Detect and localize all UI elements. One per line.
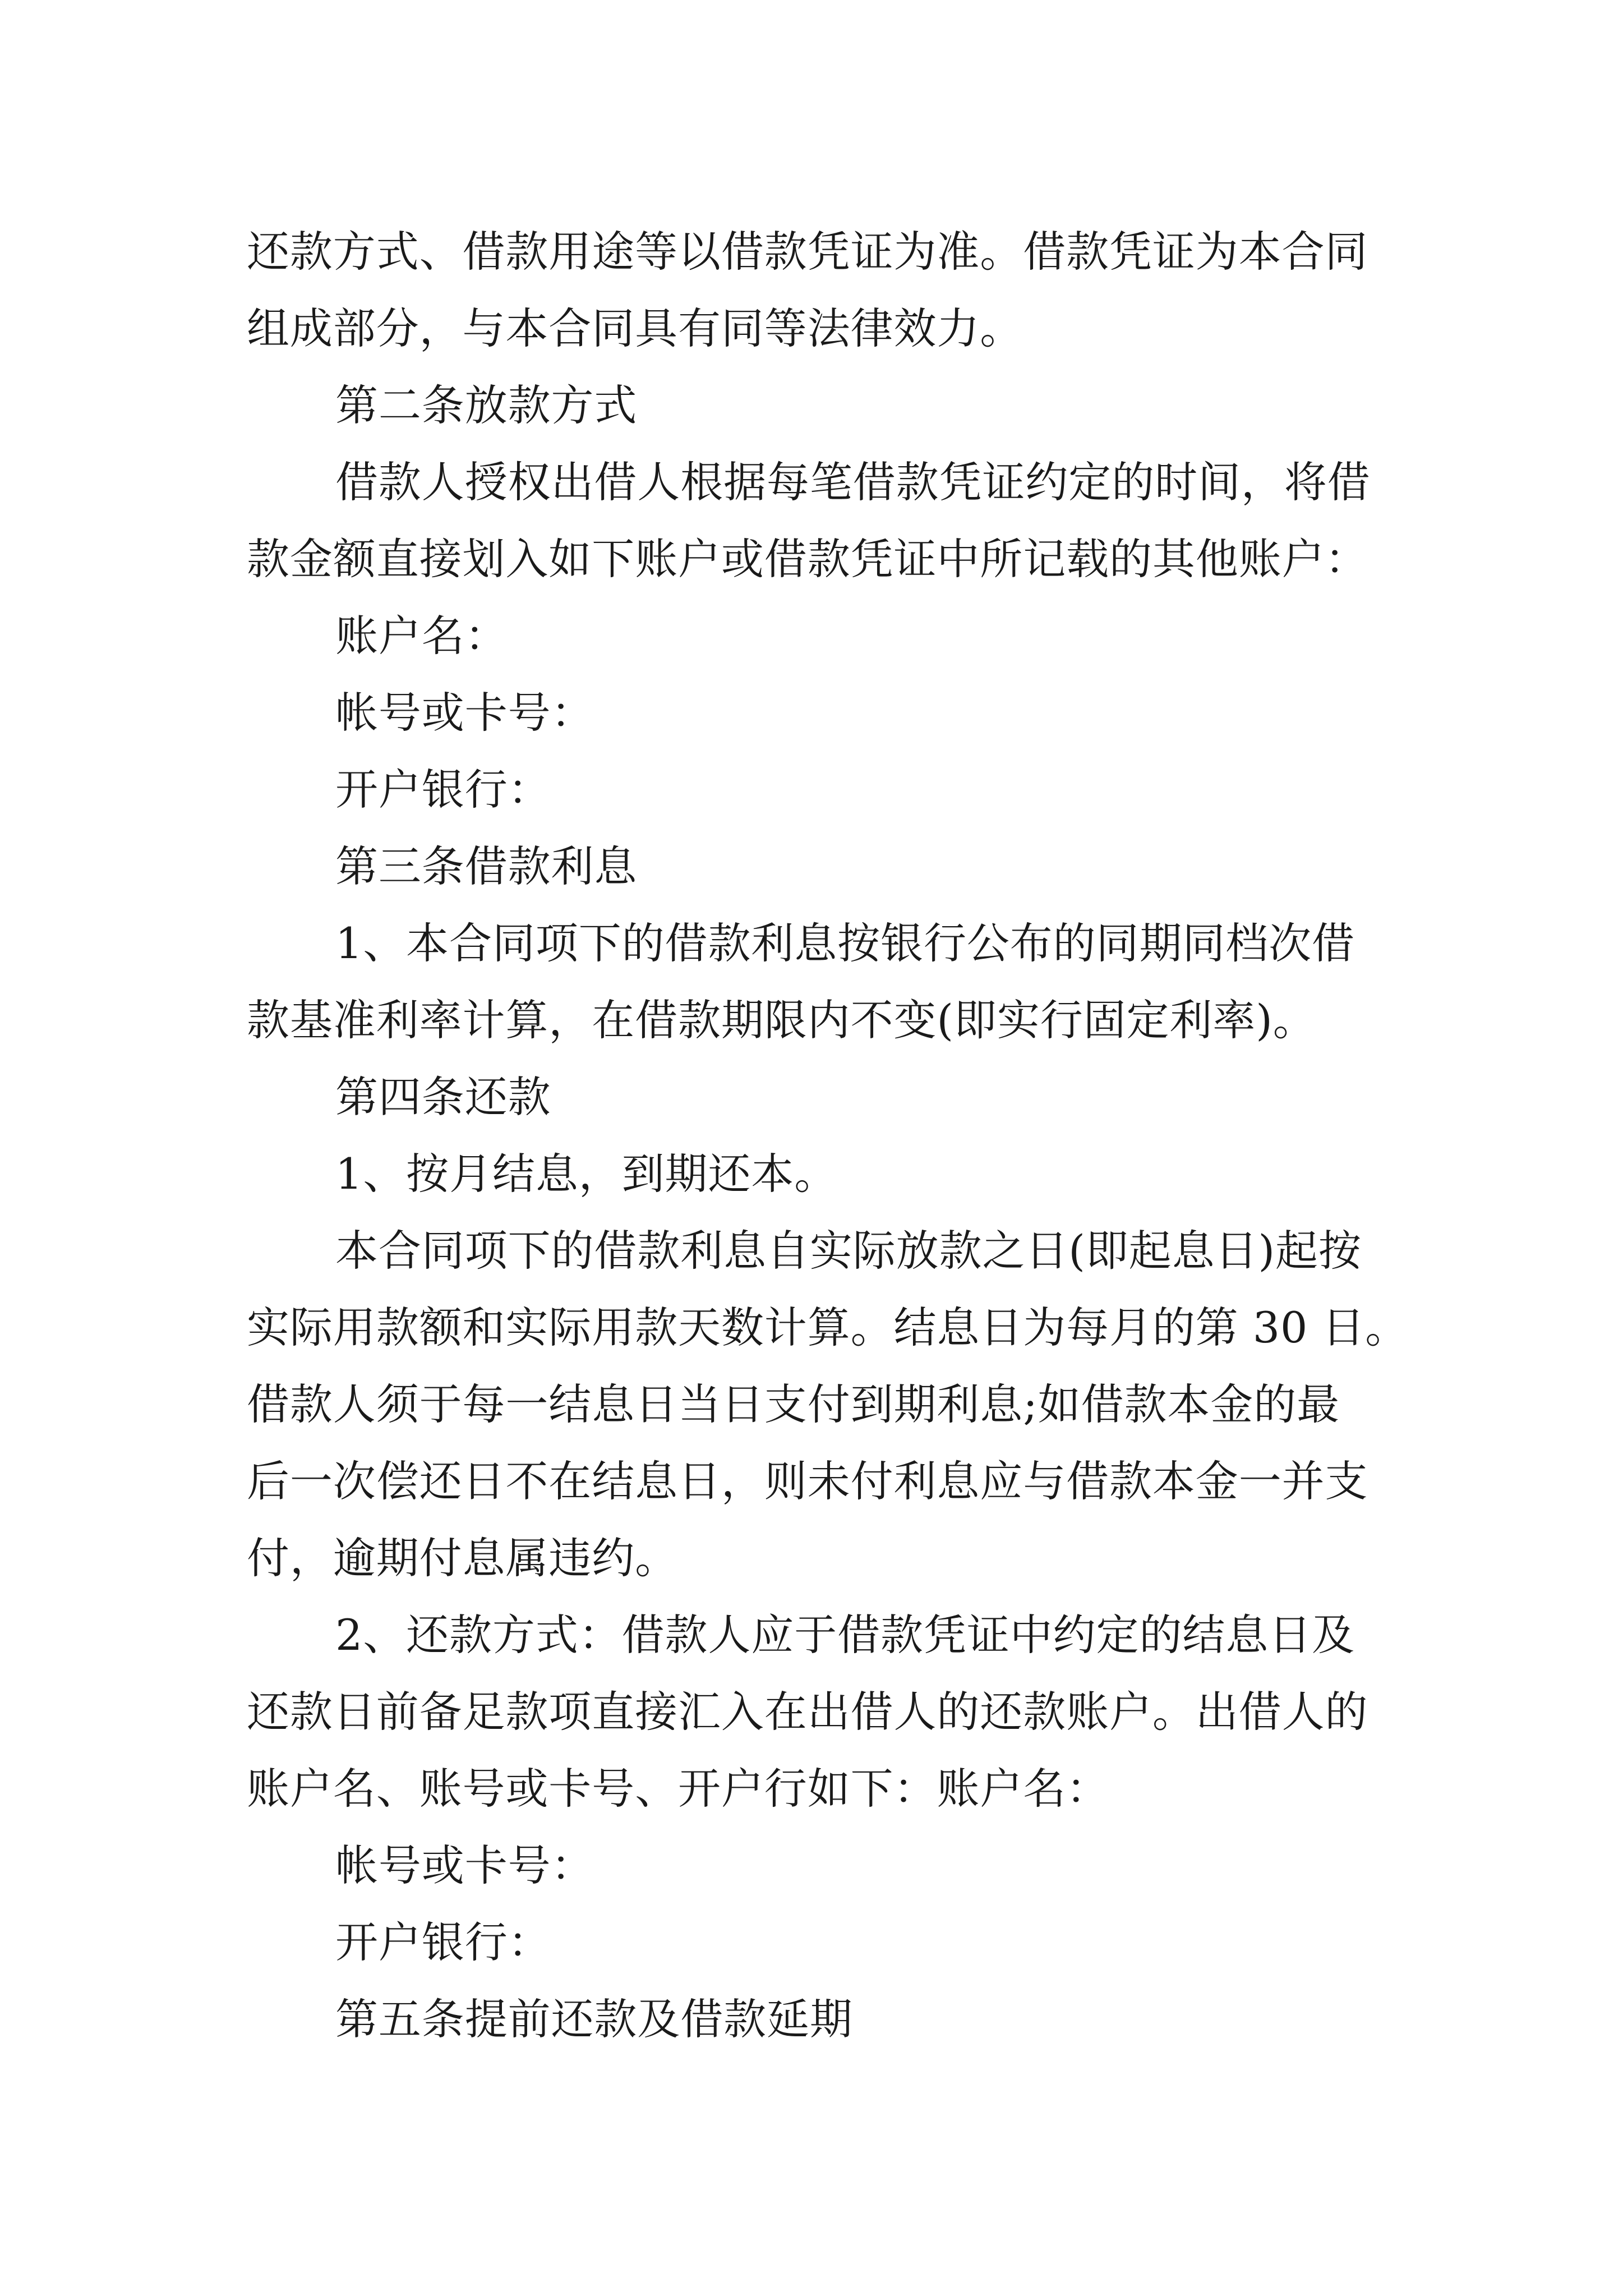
text-line-2: 组成部分，与本合同具有同等法律效力。 [247,303,1023,353]
text-line-14: 本合同项下的借款利息自实际放款之日(即起息日)起按 [335,1226,1362,1276]
text-line-1: 还款方式、借款用途等以借款凭证为准。借款凭证为本合同 [247,227,1368,277]
text-line-19: 2、还款方式：借款人应于借款凭证中约定的结息日及 [335,1610,1355,1660]
text-line-17: 后一次偿还日不在结息日，则未付利息应与借款本金一并支 [247,1456,1368,1506]
section-heading-article-4: 第四条还款 [335,1072,551,1122]
text-line-20: 还款日前备足款项直接汇入在出借人的还款账户。出借人的 [247,1687,1368,1737]
text-line-11: 款基准利率计算，在借款期限内不变(即实行固定利率)。 [247,995,1316,1045]
section-heading-article-2: 第二条放款方式 [335,380,638,430]
text-line-15: 实际用款额和实际用款天数计算。结息日为每月的第 30 日。 [247,1303,1409,1352]
text-line-13: 1、按月结息，到期还本。 [335,1149,838,1199]
text-line-21: 账户名、账号或卡号、开户行如下：账户名： [247,1764,1109,1814]
bank-label: 开户银行： [335,765,551,815]
bank-label-2: 开户银行： [335,1917,551,1967]
account-number-label: 帐号或卡号： [335,688,594,738]
document-page [247,213,1409,2058]
text-line-16: 借款人须于每一结息日当日支付到期利息;如借款本金的最 [247,1379,1340,1429]
account-number-label-2: 帐号或卡号： [335,1841,594,1890]
section-heading-article-5: 第五条提前还款及借款延期 [335,1994,853,2044]
text-line-5: 款金额直接划入如下账户或借款凭证中所记载的其他账户： [247,534,1368,584]
account-name-label: 账户名： [335,611,508,661]
text-line-4: 借款人授权出借人根据每笔借款凭证约定的时间，将借 [335,457,1371,507]
text-line-10: 1、本合同项下的借款利息按银行公布的同期同档次借 [335,918,1355,968]
section-heading-article-3: 第三条借款利息 [335,841,638,891]
text-line-18: 付，逾期付息属违约。 [247,1533,678,1583]
